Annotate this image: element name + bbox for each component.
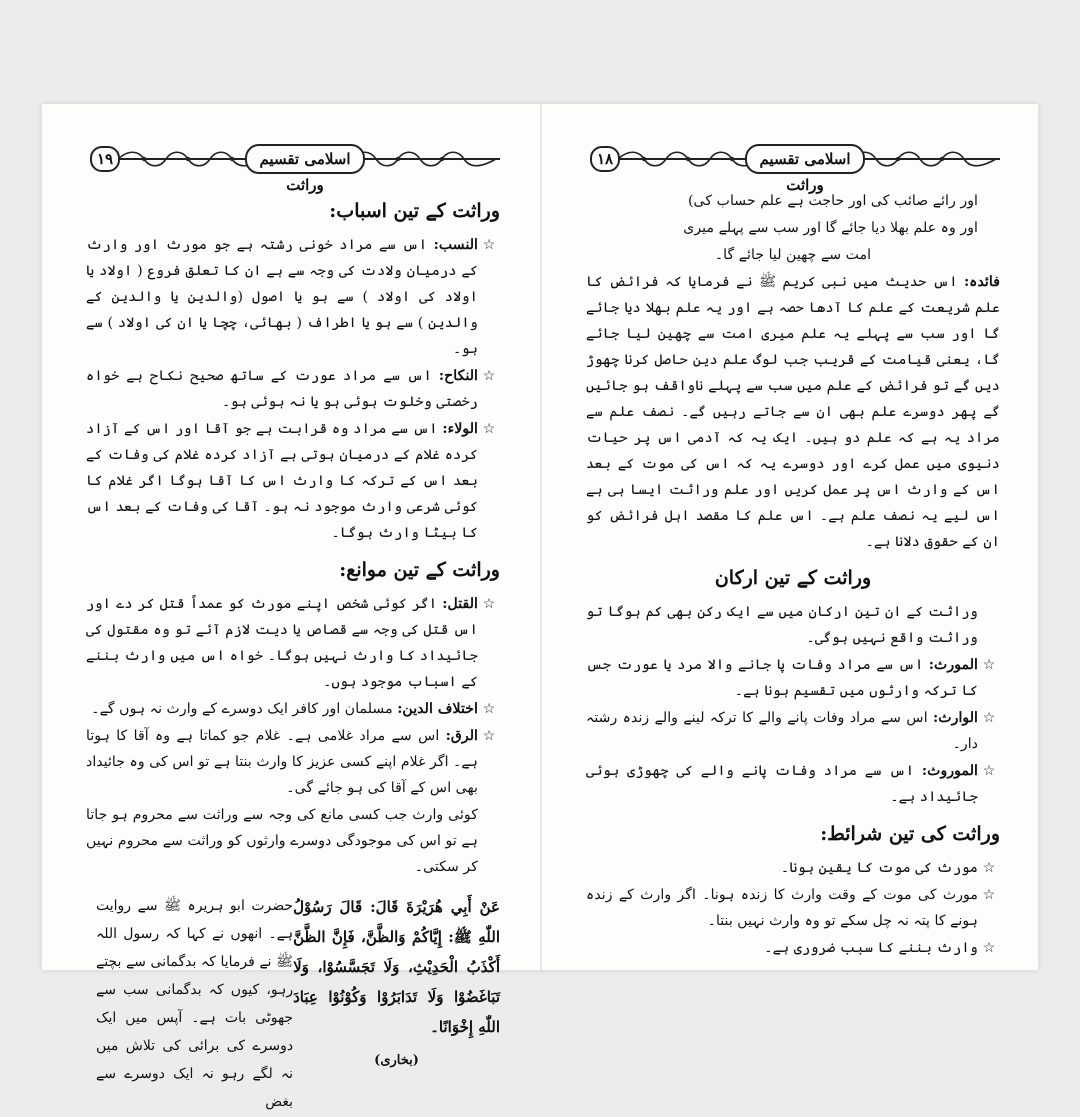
term-label: الموروث:	[921, 763, 978, 779]
star-bullet-icon: ☆	[482, 728, 496, 744]
term-definition: اس سے مراد وفات پا جانے والا مرد یا عورت جس کا ترکہ وارثوں میں تقسیم ہونا ہے۔	[586, 657, 978, 699]
term-definition: اس سے مراد غلامی ہے۔ غلام جو کماتا ہے وہ آقا کا ہوتا ہے۔ اگر غلام اپنے کسی عزیز کا وارث بنتا ہے تو اس کی وہ جائیداد بھی اس کے آقا کی ہو جائے گی۔	[86, 728, 478, 796]
star-bullet-icon: ☆	[482, 596, 496, 612]
page-body	[586, 188, 1000, 962]
faida-paragraph	[586, 269, 1000, 555]
list-item	[586, 758, 1000, 811]
item-text	[86, 363, 478, 415]
term-label: اختلاف الدین:	[397, 701, 478, 717]
section-heading: وراثت کے تین ارکان	[714, 567, 872, 589]
item-text: مورث کی موت کا یقین ہونا۔	[780, 860, 978, 876]
term-label: فائدہ:	[963, 274, 1000, 290]
star-bullet-icon: ☆	[982, 887, 996, 903]
term-definition: مسلمان اور کافر ایک دوسرے کے وارث نہ ہوں گے۔	[91, 701, 393, 717]
list-item	[586, 882, 1000, 935]
list-item	[586, 652, 1000, 705]
item-text	[86, 696, 478, 722]
running-title: اسلامی تقسیم وراثت	[745, 144, 865, 174]
star-bullet-icon: ☆	[982, 763, 996, 779]
list-item	[586, 935, 1000, 962]
faida-text: اس حدیث میں نبی کریم ﷺ نے فرمایا کہ فرائض کا علم شریعت کے علم کا آدھا حصہ ہے اور یہ علم بھلا دیا جائے گا اور سب سے پہلے یہ علم میری امت سے چھین لیا جائے گا، یعنی قیامت کے قریب جب لوگ علم دین حاصل کرنا چھوڑ دیں گے تو فرائض کے علم میں سب سے پہلے ناواقف ہو جائیں گے پھر دوسرے علم بھی ان سے جاتے رہیں گے۔ نصف علم سے مراد یہ ہے کہ علم دو ہیں۔ ایک یہ کہ آدمی اس پر حیات دنیوی میں عمل کرے اور دوسرے یہ کہ اس کی موت کے بعد اس کے وارث اس پر عمل کریں اور علم وراثت ایسا ہی ہے اس لیے یہ نصف علم ہے۔ اس علم کا مقصد اہل فرائض کو ان کے حقوق دلانا ہے۔	[586, 274, 1000, 550]
page-number: ١٩	[90, 146, 120, 172]
list-item	[86, 416, 500, 547]
right-page	[542, 104, 1040, 970]
left-page	[42, 104, 540, 1110]
page-number: ١٨	[590, 146, 620, 172]
item-text	[86, 232, 478, 362]
item-text	[586, 652, 978, 704]
term-definition: اس سے مراد خونی رشتہ ہے جو مورث اور وارث کے درمیان ولادت کی وجہ سے ہے ان کا تعلق فروع ( اولاد یا اولاد کی اولاد ) سے ہو یا اصول (والدین یا والدین کے والدین ) سے ہو یا اطراف ( بھائی، چچا یا ان کی اولاد ) سے ہو۔	[86, 237, 478, 357]
item-text	[586, 705, 978, 757]
item-text	[86, 723, 478, 801]
term-label: النکاح:	[438, 368, 478, 384]
hadith-arabic-text: عَنْ أَبِي هُرَيْرَةَ قَالَ: قَالَ رَسُوْلُ اللّٰهِ ﷺ: إِيَّاكُمْ وَالظَّنَّ، فَإِنَّ الظَّنَّ أَكْذَبُ الْحَدِيْثِ، وَلَا تَجَسَّسُوْا، وَلَا تَبَاغَضُوْا وَلَا تَدَابَرُوْا وَكُوْنُوْا عِبَادَ اللّٰهِ إِخْوَانًا۔	[293, 898, 500, 1036]
page-header	[90, 144, 500, 194]
term-label: النسب:	[433, 237, 478, 253]
term-definition: اس سے مراد عورت کے ساتھ صحیح نکاح ہے خواہ رخصتی وخلوت ہوئی ہو یا نہ ہوئی ہو۔	[86, 368, 478, 410]
item-text: مورث کی موت کے وقت وارث کا زندہ ہونا۔ اگر وارث کے زندہ ہونے کا پتہ نہ چل سکے تو وہ وارث نہیں بنتا۔	[586, 887, 978, 929]
hadith-block	[86, 892, 500, 1117]
ornament-flourish-icon	[616, 148, 766, 170]
hadith-reference: (بخاری)	[374, 1053, 419, 1068]
page-header	[590, 144, 1000, 194]
list-item	[586, 855, 1000, 882]
star-bullet-icon: ☆	[982, 860, 996, 876]
closing-paragraph: کوئی وارث جب کسی مانع کی وجہ سے وراثت سے محروم ہو جاتا ہے تو اس کی موجودگی دوسرے وارثوں کو وراثت سے محروم نہیں کر سکتی۔	[86, 807, 478, 875]
hadith-arabic	[293, 892, 500, 1117]
star-bullet-icon: ☆	[482, 368, 496, 384]
arkan-intro: وراثت کے ان تین ارکان میں سے ایک رکن بھی کم ہوگا تو وراثت واقع نہیں ہوگی۔	[586, 604, 978, 646]
star-bullet-icon: ☆	[482, 701, 496, 717]
list-item	[86, 723, 500, 802]
star-bullet-icon: ☆	[982, 710, 996, 726]
star-bullet-icon: ☆	[482, 421, 496, 437]
hadith-urdu-translation: حضرت ابو ہریرہ ﷺ سے روایت ہے۔ انھوں نے کہا کہ رسول اللہ ﷺ نے فرمایا کہ بدگمانی سے بچتے رہو، کیوں کہ بدگمانی سب سے جھوٹی بات ہے۔ آپس میں ایک دوسرے کی برائی کی تلاش میں نہ لگے رہو نہ ایک دوسرے سے بغض	[96, 898, 294, 1110]
term-label: الرق:	[445, 728, 478, 744]
star-bullet-icon: ☆	[482, 237, 496, 253]
item-text: وارث بننے کا سبب ضروری ہے۔	[764, 940, 978, 956]
list-item	[86, 232, 500, 363]
hadith-continuation: امت سے چھین لیا جائے گا۔	[714, 247, 872, 263]
page-body	[86, 188, 500, 1117]
term-label: الوارث:	[933, 710, 978, 726]
star-bullet-icon: ☆	[982, 657, 996, 673]
item-text	[86, 591, 478, 695]
running-title: اسلامی تقسیم وراثت	[245, 144, 365, 174]
item-text	[86, 416, 478, 546]
hadith-continuation: اور وہ علم بھلا دیا جائے گا اور سب سے پہلے میری	[683, 220, 978, 236]
term-definition: اگر کوئی شخص اپنے مورث کو عمداً قتل کر دے اور اس قتل کی وجہ سے قصاص یا دیت لازم آئے تو وہ مقتول کی جائیداد کا وارث نہیں ہوگا۔ خواہ اس میں وارث بننے کے اسباب موجود ہوں۔	[86, 596, 478, 690]
ornament-flourish-icon	[848, 148, 998, 170]
ornament-flourish-icon	[348, 148, 498, 170]
section-heading: وراثت کی تین شرائط:	[820, 823, 1000, 845]
book-spread	[42, 104, 1038, 1110]
ornament-flourish-icon	[116, 148, 266, 170]
term-definition: اس سے مراد وفات پانے والے کی چھوڑی ہوئی جائیداد ہے۔	[586, 763, 978, 805]
term-label: القتل:	[442, 596, 478, 612]
term-label: الولاء:	[442, 421, 478, 437]
star-bullet-icon: ☆	[982, 940, 996, 956]
section-heading: وراثت کے تین موانع:	[339, 559, 500, 581]
section-heading: وراثت کے تین اسباب:	[329, 200, 500, 222]
term-definition: اس سے مراد وفات پانے والے کا ترکہ لینے والے زندہ رشتہ دار۔	[586, 710, 978, 752]
hadith-continuation: اور رائے صائب کی اور حاجت ہے علم حساب کی)	[687, 193, 978, 209]
list-item	[86, 363, 500, 416]
list-item	[586, 705, 1000, 758]
term-label: المورث:	[928, 657, 978, 673]
item-text	[586, 758, 978, 810]
list-item	[86, 696, 500, 723]
term-definition: اس سے مراد وہ قرابت ہے جو آقا اور اس کے آزاد کردہ غلام کے درمیان ہوتی ہے آزاد کردہ غلام کی وفات کے بعد اس کے ترکہ کا وارث اس کا آقا ہوگا اگر غلام کا کوئی شرعی وارث موجود نہ ہو۔ آقا کی وفات کے بعد اس کا بیٹا وارث ہوگا۔	[86, 421, 478, 541]
list-item	[86, 591, 500, 696]
